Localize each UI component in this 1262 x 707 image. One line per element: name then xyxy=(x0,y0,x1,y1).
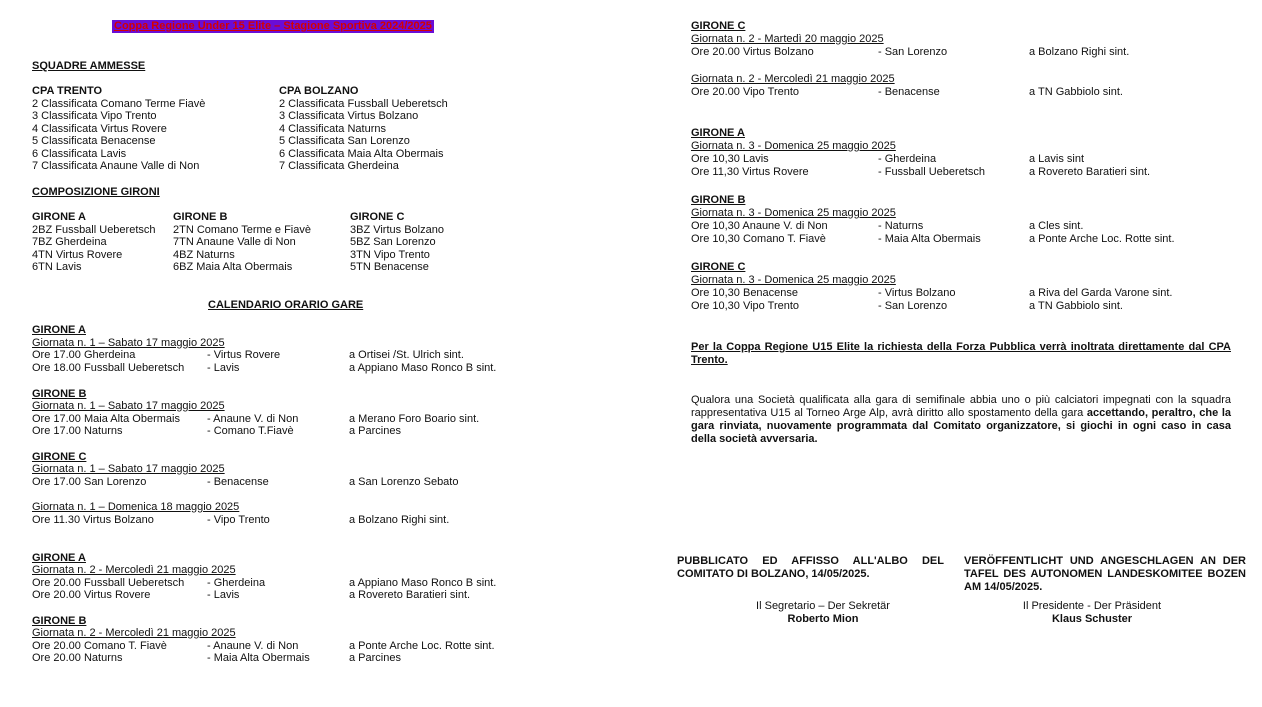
squadre-heading: SQUADRE AMMESSE xyxy=(32,60,146,72)
match-venue: a Rovereto Baratieri sint. xyxy=(349,589,471,601)
match-away: - Vipo Trento xyxy=(207,514,270,526)
schedule-giornata: Giornata n. 1 – Sabato 17 maggio 2025 xyxy=(32,400,225,412)
match-home: Ore 17.00 San Lorenzo xyxy=(32,476,147,488)
match-home: Ore 10,30 Vipo Trento xyxy=(691,300,800,312)
schedule-girone-heading: GIRONE A xyxy=(32,324,86,336)
schedule-giornata: Giornata n. 3 - Domenica 25 maggio 2025 xyxy=(691,274,896,286)
match-venue: a San Lorenzo Sebato xyxy=(349,476,459,488)
match-venue: a Cles sint. xyxy=(1029,220,1084,232)
trento-item: 3 Classificata Vipo Trento xyxy=(32,110,157,122)
match-away: - Maia Alta Obermais xyxy=(207,652,310,664)
schedule-girone-heading: GIRONE C xyxy=(32,451,87,463)
schedule-girone-heading: GIRONE A xyxy=(32,552,86,564)
trento-item: 5 Classificata Benacense xyxy=(32,135,156,147)
publish-notice-it: PUBBLICATO ED AFFISSO ALL'ALBO DEL COMITATO DI BOLZANO, 14/05/2025. xyxy=(677,555,944,580)
cpa-trento-heading: CPA TRENTO xyxy=(32,85,103,97)
match-away: - Maia Alta Obermais xyxy=(878,233,981,245)
trento-item: 4 Classificata Virtus Rovere xyxy=(32,123,167,135)
match-venue: a Lavis sint xyxy=(1029,153,1085,165)
girone-b-item: 4BZ Naturns xyxy=(173,249,235,261)
segretario-name: Roberto Mion xyxy=(787,613,859,625)
match-venue: a Merano Foro Boario sint. xyxy=(349,413,480,425)
schedule-girone-heading: GIRONE B xyxy=(691,194,746,206)
page-title: Coppa Regione Under 15 Elite – Stagione Sportiva 2024/2025 xyxy=(114,20,432,32)
bolzano-item: 5 Classificata San Lorenzo xyxy=(279,135,410,147)
bolzano-item: 2 Classificata Fussball Ueberetsch xyxy=(279,98,448,110)
semifinale-notice xyxy=(691,394,1231,446)
match-home: Ore 20.00 Comano T. Fiavè xyxy=(32,640,167,652)
calendario-heading: CALENDARIO ORARIO GARE xyxy=(208,299,364,311)
girone-a-item: 4TN Virtus Rovere xyxy=(32,249,123,261)
match-venue: a Parcines xyxy=(349,652,401,664)
match-venue: a Ponte Arche Loc. Rotte sint. xyxy=(1029,233,1175,245)
semifinale-notice-end: . xyxy=(814,433,818,445)
match-home: Ore 10,30 Lavis xyxy=(691,153,769,165)
match-away: - Gherdeina xyxy=(207,577,266,589)
match-away: - Lavis xyxy=(207,362,240,374)
trento-item: 7 Classificata Anaune Valle di Non xyxy=(32,160,200,172)
match-home: Ore 10,30 Comano T. Fiavè xyxy=(691,233,826,245)
girone-b-heading: GIRONE B xyxy=(173,211,228,223)
schedule-girone-heading: GIRONE C xyxy=(691,20,746,32)
trento-item: 6 Classificata Lavis xyxy=(32,148,127,160)
match-away: - Anaune V. di Non xyxy=(207,413,299,425)
publish-notice-de: VERÖFFENTLICHT UND ANGESCHLAGEN AN DER TAFEL DES AUTONOMEN LANDESKOMITEE BOZEN AM 14/05/2025. xyxy=(964,555,1246,593)
match-venue: a Ortisei /St. Ulrich sint. xyxy=(349,349,464,361)
trento-item: 2 Classificata Comano Terme Fiavè xyxy=(32,98,206,110)
match-home: Ore 20.00 Virtus Rovere xyxy=(32,589,151,601)
schedule-girone-heading: GIRONE B xyxy=(32,388,87,400)
match-venue: a TN Gabbiolo sint. xyxy=(1029,86,1123,98)
match-venue: a Ponte Arche Loc. Rotte sint. xyxy=(349,640,495,652)
match-home: Ore 17.00 Naturns xyxy=(32,425,123,437)
bolzano-item: 4 Classificata Naturns xyxy=(279,123,386,135)
presidente-name: Klaus Schuster xyxy=(1051,613,1133,625)
schedule-giornata: Giornata n. 1 – Sabato 17 maggio 2025 xyxy=(32,463,225,475)
match-away: - Virtus Rovere xyxy=(207,349,281,361)
schedule-girone-heading: GIRONE C xyxy=(691,261,746,273)
match-away: - Virtus Bolzano xyxy=(878,287,956,299)
schedule-giornata: Giornata n. 2 - Mercoledì 21 maggio 2025 xyxy=(32,564,236,576)
match-away: - Comano T.Fiavè xyxy=(207,425,294,437)
match-away: - Gherdeina xyxy=(878,153,937,165)
girone-c-item: 5BZ San Lorenzo xyxy=(350,236,436,248)
semifinale-notice-text: Qualora una Società qualificata alla gara di semifinale abbia uno o più calciatori impegnati con la squadra rappresentativa U15 al Torneo Arge Alp, avrà diritto allo spostamento della gara xyxy=(691,394,1231,419)
schedule-giornata: Giornata n. 3 - Domenica 25 maggio 2025 xyxy=(691,207,896,219)
match-away: - Lavis xyxy=(207,589,240,601)
schedule-giornata: Giornata n. 1 – Sabato 17 maggio 2025 xyxy=(32,337,225,349)
match-venue: a Bolzano Righi sint. xyxy=(349,514,450,526)
schedule-giornata: Giornata n. 2 - Martedì 20 maggio 2025 xyxy=(691,33,884,45)
match-away: - Benacense xyxy=(207,476,269,488)
schedule-girone-heading: GIRONE A xyxy=(691,127,745,139)
gironi-heading: COMPOSIZIONE GIRONI xyxy=(32,186,160,198)
match-home: Ore 10,30 Benacense xyxy=(691,287,799,299)
cpa-bolzano-heading: CPA BOLZANO xyxy=(279,85,359,97)
girone-a-item: 6TN Lavis xyxy=(32,261,82,273)
match-home: Ore 18.00 Fussball Ueberetsch xyxy=(32,362,185,374)
girone-a-item: 2BZ Fussball Ueberetsch xyxy=(32,224,156,236)
bolzano-item: 7 Classificata Gherdeina xyxy=(279,160,399,172)
match-away: - Naturns xyxy=(878,220,924,232)
match-home: Ore 20.00 Vipo Trento xyxy=(691,86,800,98)
match-home: Ore 10,30 Anaune V. di Non xyxy=(691,220,828,232)
match-venue: a TN Gabbiolo sint. xyxy=(1029,300,1123,312)
match-venue: a Bolzano Righi sint. xyxy=(1029,46,1130,58)
schedule-girone-heading: GIRONE B xyxy=(32,615,87,627)
presidente-title: Il Presidente - Der Präsident xyxy=(1022,600,1162,612)
schedule-giornata: Giornata n. 2 - Mercoledì 21 maggio 2025 xyxy=(32,627,236,639)
schedule-giornata: Giornata n. 1 – Domenica 18 maggio 2025 xyxy=(32,501,240,513)
match-away: - Benacense xyxy=(878,86,940,98)
segretario-title: Il Segretario – Der Sekretär xyxy=(756,600,890,612)
match-away: - Anaune V. di Non xyxy=(207,640,299,652)
match-home: Ore 20.00 Naturns xyxy=(32,652,123,664)
schedule-giornata: Giornata n. 3 - Domenica 25 maggio 2025 xyxy=(691,140,896,152)
forza-pubblica-notice: Per la Coppa Regione U15 Elite la richiesta della Forza Pubblica verrà inoltrata direttamente dal CPA Trento. xyxy=(691,341,1231,366)
match-home: Ore 11.30 Virtus Bolzano xyxy=(32,514,154,526)
match-venue: a Parcines xyxy=(349,425,401,437)
semifinale-notice-bold: accettando, peraltro, che la gara rinviata, nuovamente programmata dal Comitato organizzatore, si giochi in ogni caso in casa della società avversaria xyxy=(691,407,1232,445)
girone-a-heading: GIRONE A xyxy=(32,211,86,223)
match-home: Ore 20.00 Virtus Bolzano xyxy=(691,46,814,58)
match-venue: a Appiano Maso Ronco B sint. xyxy=(349,577,497,589)
girone-a-item: 7BZ Gherdeina xyxy=(32,236,107,248)
schedule-giornata: Giornata n. 2 - Mercoledì 21 maggio 2025 xyxy=(691,73,895,85)
girone-b-item: 7TN Anaune Valle di Non xyxy=(173,236,296,248)
bolzano-item: 6 Classificata Maia Alta Obermais xyxy=(279,148,444,160)
match-home: Ore 17.00 Gherdeina xyxy=(32,349,136,361)
match-away: - Fussball Ueberetsch xyxy=(878,166,985,178)
girone-b-item: 2TN Comano Terme e Fiavè xyxy=(173,224,311,236)
bolzano-item: 3 Classificata Virtus Bolzano xyxy=(279,110,419,122)
girone-c-heading: GIRONE C xyxy=(350,211,405,223)
girone-c-item: 5TN Benacense xyxy=(350,261,429,273)
match-home: Ore 11,30 Virtus Rovere xyxy=(691,166,809,178)
girone-c-item: 3TN Vipo Trento xyxy=(350,249,430,261)
match-home: Ore 20.00 Fussball Ueberetsch xyxy=(32,577,185,589)
girone-c-item: 3BZ Virtus Bolzano xyxy=(350,224,444,236)
girone-b-item: 6BZ Maia Alta Obermais xyxy=(173,261,293,273)
match-away: - San Lorenzo xyxy=(878,300,948,312)
match-home: Ore 17.00 Maia Alta Obermais xyxy=(32,413,180,425)
match-venue: a Rovereto Baratieri sint. xyxy=(1029,166,1151,178)
match-away: - San Lorenzo xyxy=(878,46,948,58)
match-venue: a Appiano Maso Ronco B sint. xyxy=(349,362,497,374)
match-venue: a Riva del Garda Varone sint. xyxy=(1029,287,1173,299)
